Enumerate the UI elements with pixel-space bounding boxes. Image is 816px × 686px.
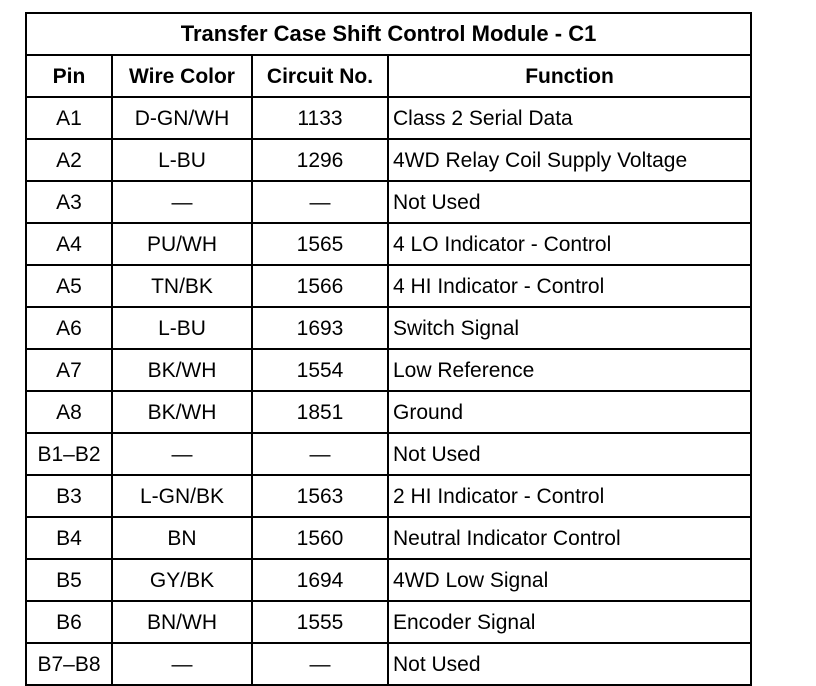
circuit-number-cell: 1296 bbox=[252, 139, 388, 181]
table-row bbox=[26, 433, 751, 475]
wire-color-cell: BN/WH bbox=[112, 601, 252, 643]
wire-color-cell: — bbox=[112, 433, 252, 475]
table-header-row bbox=[26, 55, 751, 97]
wire-color-cell: D-GN/WH bbox=[112, 97, 252, 139]
wire-color-cell: BN bbox=[112, 517, 252, 559]
circuit-number-cell: 1693 bbox=[252, 307, 388, 349]
circuit-number-cell: 1554 bbox=[252, 349, 388, 391]
function-cell: Switch Signal bbox=[388, 307, 751, 349]
wire-color-cell: GY/BK bbox=[112, 559, 252, 601]
table-row bbox=[26, 223, 751, 265]
function-cell: 4 LO Indicator - Control bbox=[388, 223, 751, 265]
table-row bbox=[26, 559, 751, 601]
table-row bbox=[26, 139, 751, 181]
wire-color-cell: TN/BK bbox=[112, 265, 252, 307]
circuit-column-header: Circuit No. bbox=[252, 55, 388, 97]
pin-cell: A6 bbox=[26, 307, 112, 349]
wire-color-cell: — bbox=[112, 181, 252, 223]
function-cell: 2 HI Indicator - Control bbox=[388, 475, 751, 517]
pin-cell: A5 bbox=[26, 265, 112, 307]
pin-column-header: Pin bbox=[26, 55, 112, 97]
function-cell: 4 HI Indicator - Control bbox=[388, 265, 751, 307]
pin-cell: A3 bbox=[26, 181, 112, 223]
table-title-row bbox=[26, 13, 751, 55]
circuit-number-cell: — bbox=[252, 433, 388, 475]
pin-cell: A7 bbox=[26, 349, 112, 391]
wire-color-column-header: Wire Color bbox=[112, 55, 252, 97]
function-column-header: Function bbox=[388, 55, 751, 97]
table-row bbox=[26, 181, 751, 223]
circuit-number-cell: 1133 bbox=[252, 97, 388, 139]
table-row bbox=[26, 307, 751, 349]
function-cell: Not Used bbox=[388, 433, 751, 475]
function-cell: Ground bbox=[388, 391, 751, 433]
wire-color-cell: PU/WH bbox=[112, 223, 252, 265]
circuit-number-cell: 1851 bbox=[252, 391, 388, 433]
function-cell: Low Reference bbox=[388, 349, 751, 391]
wire-color-cell: L-BU bbox=[112, 139, 252, 181]
table-body bbox=[26, 97, 751, 685]
wire-color-cell: — bbox=[112, 643, 252, 685]
circuit-number-cell: 1563 bbox=[252, 475, 388, 517]
pin-cell: A2 bbox=[26, 139, 112, 181]
function-cell: 4WD Low Signal bbox=[388, 559, 751, 601]
function-cell: Neutral Indicator Control bbox=[388, 517, 751, 559]
circuit-number-cell: — bbox=[252, 181, 388, 223]
wire-color-cell: L-GN/BK bbox=[112, 475, 252, 517]
pin-cell: A8 bbox=[26, 391, 112, 433]
table-row bbox=[26, 391, 751, 433]
function-cell: Not Used bbox=[388, 181, 751, 223]
circuit-number-cell: 1555 bbox=[252, 601, 388, 643]
table-row bbox=[26, 475, 751, 517]
function-cell: Encoder Signal bbox=[388, 601, 751, 643]
pin-cell: A1 bbox=[26, 97, 112, 139]
pin-cell: B1–B2 bbox=[26, 433, 112, 475]
pin-cell: B3 bbox=[26, 475, 112, 517]
function-cell: Class 2 Serial Data bbox=[388, 97, 751, 139]
function-cell: Not Used bbox=[388, 643, 751, 685]
circuit-number-cell: 1694 bbox=[252, 559, 388, 601]
wire-color-cell: BK/WH bbox=[112, 349, 252, 391]
pin-cell: B4 bbox=[26, 517, 112, 559]
table-row bbox=[26, 349, 751, 391]
circuit-number-cell: 1565 bbox=[252, 223, 388, 265]
pin-cell: B6 bbox=[26, 601, 112, 643]
table-row bbox=[26, 517, 751, 559]
table-row bbox=[26, 643, 751, 685]
connector-pinout-table bbox=[25, 12, 752, 686]
pin-cell: B5 bbox=[26, 559, 112, 601]
pin-cell: A4 bbox=[26, 223, 112, 265]
wire-color-cell: BK/WH bbox=[112, 391, 252, 433]
function-cell: 4WD Relay Coil Supply Voltage bbox=[388, 139, 751, 181]
wire-color-cell: L-BU bbox=[112, 307, 252, 349]
table-row bbox=[26, 265, 751, 307]
table-title: Transfer Case Shift Control Module - C1 bbox=[26, 13, 751, 55]
table-row bbox=[26, 97, 751, 139]
table-row bbox=[26, 601, 751, 643]
pin-cell: B7–B8 bbox=[26, 643, 112, 685]
circuit-number-cell: 1566 bbox=[252, 265, 388, 307]
circuit-number-cell: 1560 bbox=[252, 517, 388, 559]
circuit-number-cell: — bbox=[252, 643, 388, 685]
